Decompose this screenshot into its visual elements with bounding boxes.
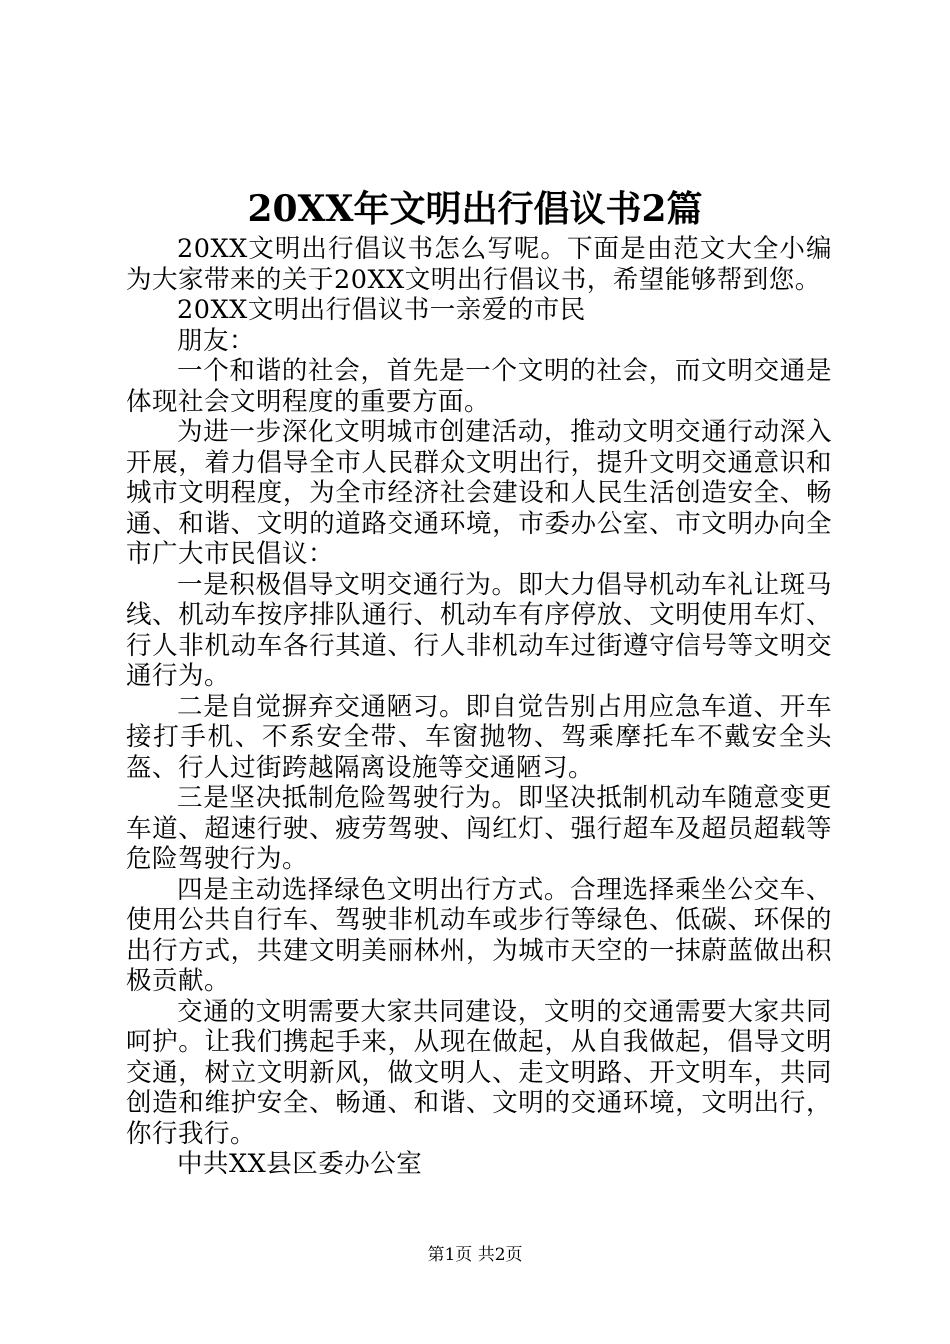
document-body <box>126 234 832 1180</box>
salutation: 朋友： <box>177 325 256 356</box>
intro-paragraph: 20XX文明出行倡议书怎么写呢。下面是由范文大全小编为大家带来的关于20XX文明出行倡议书，希望能够帮到您。 <box>126 234 832 295</box>
proposal-item-1: 一是积极倡导文明交通行为。即大力倡导机动车礼让斑马线、机动车按序排队通行、机动车有序停放、文明使用车灯、行人非机动车各行其道、行人非机动车过街遵守信号等文明交通行为。 <box>126 569 832 691</box>
signature: 中共XX县区委办公室 <box>177 1149 423 1179</box>
body-paragraph: 一个和谐的社会，首先是一个文明的社会，而文明交通是体现社会文明程度的重要方面。 <box>126 356 832 417</box>
page-number-footer: 第1页 共2页 <box>427 1245 523 1265</box>
body-paragraph: 为进一步深化文明城市创建活动，推动文明交通行动深入开展，着力倡导全市人民群众文明出行，提升文明交通意识和城市文明程度，为全市经济社会建设和人民生活创造安全、畅通、和谐、文明的道路交通环境，市委办公室、市文明办向全市广大市民倡议： <box>126 417 832 569</box>
document-title: 20XX年文明出行倡议书2篇 <box>247 188 703 230</box>
closing-paragraph: 交通的文明需要大家共同建设，文明的交通需要大家共同呵护。让我们携起手来，从现在做起，从自我做起，倡导文明交通，树立文明新风，做文明人、走文明路、开文明车，共同创造和维护安全、畅通、和谐、文明的交通环境，文明出行，你行我行。 <box>126 996 832 1149</box>
proposal-item-4: 四是主动选择绿色文明出行方式。合理选择乘坐公交车、使用公共自行车、驾驶非机动车或步行等绿色、低碳、环保的出行方式，共建文明美丽林州，为城市天空的一抹蔚蓝做出积极贡献。 <box>126 874 832 996</box>
proposal-item-3: 三是坚决抵制危险驾驶行为。即坚决抵制机动车随意变更车道、超速行驶、疲劳驾驶、闯红灯、强行超车及超员超载等危险驾驶行为。 <box>126 783 832 874</box>
proposal-item-2: 二是自觉摒弃交通陋习。即自觉告别占用应急车道、开车接打手机、不系安全带、车窗抛物、驾乘摩托车不戴安全头盔、行人过街跨越隔离设施等交通陋习。 <box>126 691 832 783</box>
letter-heading: 20XX文明出行倡议书一亲爱的市民 <box>177 295 586 325</box>
